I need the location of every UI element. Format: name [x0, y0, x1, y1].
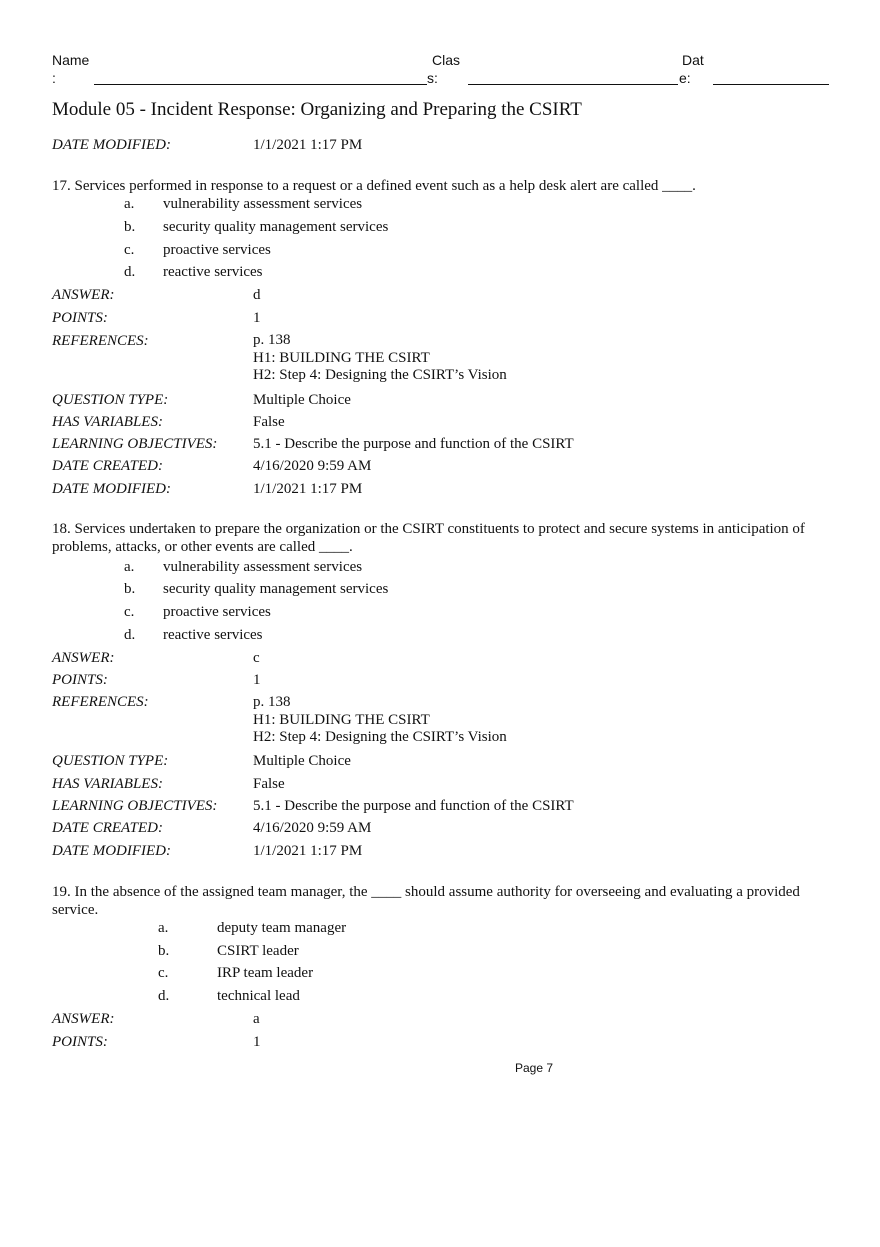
date-label-bottom: e: — [679, 70, 691, 86]
date-modified-value: 1/1/2021 1:17 PM — [253, 843, 363, 859]
option-text: CSIRT leader — [217, 943, 299, 959]
has-variables-label: HAS VARIABLES: — [52, 776, 163, 792]
answer-value: c — [253, 650, 260, 666]
option-letter: c. — [124, 242, 135, 258]
answer-label: ANSWER: — [52, 287, 115, 303]
option-letter: b. — [124, 219, 136, 235]
option-letter: c. — [158, 965, 169, 981]
option-text: proactive services — [163, 242, 271, 258]
reference-line: H2: Step 4: Designing the CSIRT’s Vision — [253, 729, 507, 745]
option-text: technical lead — [217, 988, 300, 1004]
date-field-line[interactable] — [713, 84, 829, 85]
points-label: POINTS: — [52, 1034, 108, 1050]
answer-label: ANSWER: — [52, 650, 115, 666]
option-text: proactive services — [163, 604, 271, 620]
question-text: 17. Services performed in response to a request or a defined event such as a help desk alert are called ____. — [52, 178, 696, 194]
name-label-bottom: : — [52, 70, 56, 86]
answer-value: d — [253, 287, 261, 303]
date-label-top: Dat — [682, 52, 704, 68]
option-text: reactive services — [163, 264, 263, 280]
points-label: POINTS: — [52, 672, 108, 688]
points-value: 1 — [253, 672, 261, 688]
points-value: 1 — [253, 310, 261, 326]
top-date-modified-label: DATE MODIFIED: — [52, 137, 171, 153]
date-modified-value: 1/1/2021 1:17 PM — [253, 481, 363, 497]
date-created-value: 4/16/2020 9:59 AM — [253, 820, 372, 836]
has-variables-value: False — [253, 776, 285, 792]
reference-line: p. 138 — [253, 332, 291, 348]
option-text: reactive services — [163, 627, 263, 643]
date-created-label: DATE CREATED: — [52, 458, 163, 474]
learning-objectives-label: LEARNING OBJECTIVES: — [52, 436, 218, 452]
date-created-label: DATE CREATED: — [52, 820, 163, 836]
answer-value: a — [253, 1011, 260, 1027]
option-text: deputy team manager — [217, 920, 347, 936]
option-letter: c. — [124, 604, 135, 620]
option-letter: b. — [158, 943, 170, 959]
reference-line: H1: BUILDING THE CSIRT — [253, 349, 430, 366]
learning-objectives-value: 5.1 - Describe the purpose and function of the CSIRT — [253, 798, 574, 814]
option-text: security quality management services — [163, 219, 389, 235]
reference-line: H2: Step 4: Designing the CSIRT’s Vision — [253, 367, 507, 383]
top-date-modified-value: 1/1/2021 1:17 PM — [253, 137, 363, 153]
option-letter: b. — [124, 581, 136, 597]
option-letter: d. — [124, 264, 136, 280]
points-label: POINTS: — [52, 310, 108, 326]
option-letter: d. — [158, 988, 170, 1004]
points-value: 1 — [253, 1034, 261, 1050]
has-variables-label: HAS VARIABLES: — [52, 414, 163, 430]
has-variables-value: False — [253, 414, 285, 430]
class-label-top: Clas — [432, 52, 461, 68]
question-type-label: QUESTION TYPE: — [52, 753, 169, 769]
option-letter: a. — [124, 196, 135, 212]
class-label-bottom: s: — [427, 70, 438, 86]
option-text: vulnerability assessment services — [163, 559, 363, 575]
date-modified-label: DATE MODIFIED: — [52, 481, 171, 497]
question-type-value: Multiple Choice — [253, 753, 351, 769]
question-type-label: QUESTION TYPE: — [52, 392, 169, 408]
date-created-value: 4/16/2020 9:59 AM — [253, 458, 372, 474]
name-field-line[interactable] — [94, 84, 427, 85]
option-text: security quality management services — [163, 581, 389, 597]
option-text: IRP team leader — [217, 965, 314, 981]
answer-label: ANSWER: — [52, 1011, 115, 1027]
learning-objectives-label: LEARNING OBJECTIVES: — [52, 798, 218, 814]
page-number: Page 7 — [515, 1061, 554, 1075]
option-text: vulnerability assessment services — [163, 196, 363, 212]
references-label: REFERENCES: — [52, 333, 149, 349]
name-label-top: Name — [52, 52, 90, 68]
reference-line: H1: BUILDING THE CSIRT — [253, 711, 430, 728]
question-text: 18. Services undertaken to prepare the organization or the CSIRT constituents to protect and secure systems in anticipation of problems, attacks, or other events are called ____. — [52, 521, 805, 555]
question-type-value: Multiple Choice — [253, 392, 351, 408]
option-letter: d. — [124, 627, 136, 643]
references-value — [253, 694, 507, 747]
references-value — [253, 332, 507, 385]
question-text: 19. In the absence of the assigned team manager, the ____ should assume authority for overseeing and evaluating a provided service. — [52, 884, 800, 918]
option-letter: a. — [124, 559, 135, 575]
learning-objectives-value: 5.1 - Describe the purpose and function of the CSIRT — [253, 436, 574, 452]
class-field-line[interactable] — [468, 84, 678, 85]
reference-line: p. 138 — [253, 694, 291, 710]
page-title: Module 05 - Incident Response: Organizing and Preparing the CSIRT — [52, 99, 582, 120]
references-label: REFERENCES: — [52, 694, 149, 710]
option-letter: a. — [158, 920, 169, 936]
date-modified-label: DATE MODIFIED: — [52, 843, 171, 859]
